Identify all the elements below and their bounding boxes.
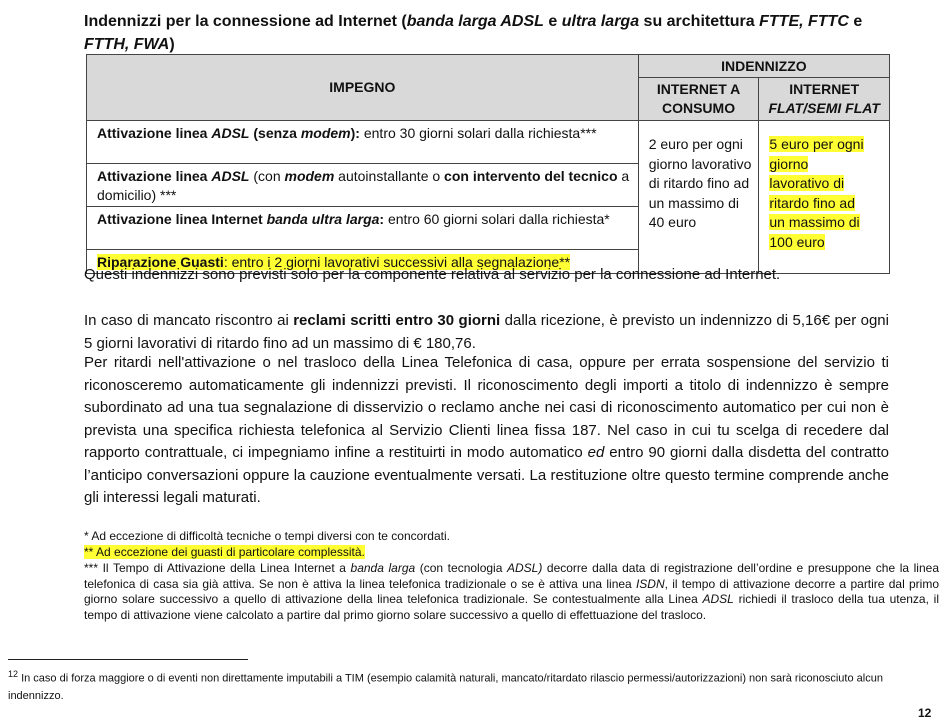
page-number: 12 bbox=[918, 706, 932, 720]
paragraph-ritardi: Per ritardi nell'attivazione o nel trasloco della Linea Telefonica di casa, oppure per errata sospensione del servizio ti riconosceremo automaticamente gli indennizzi previsti. Il riconoscimento degli importi a titolo di indennizzo è sempre subordinato ad una tua segnalazione di disservizio o reclamo anche nei casi di riconoscimento automatico per cui non è prevista una specifica richiesta telefonica al Servizio Clienti linea fissa 187. Nel caso in cui tu scelga di recedere dal rapporto contrattuale, ci impegniamo infine a restituirti in modo automatico ed entro 90 giorni dalla disdetta del contratto l’anticipo conversazioni oppure la cauzione eventualmente versati. La restituzione oltre questo termine comprende anche gli interessi legali maturati. bbox=[84, 354, 889, 506]
note-double-asterisk: ** Ad eccezione dei guasti di particolare complessità. bbox=[84, 545, 365, 559]
footnote: $^{12}$ In caso di forza maggiore o di eventi non direttamente imputabili a TIM (esempio calamità naturali, mancato/ritardato rilascio permessi/autorizzazioni) non sarà riconosciuto alcun indennizzo. bbox=[8, 669, 883, 702]
row-riparazione-guasti: Riparazione Guasti: entro i 2 giorni lavorativi successivi alla segnalazione** bbox=[97, 254, 571, 270]
row-banda-ultra-larga: Attivazione linea Internet banda ultra larga: entro 60 giorni solari dalla richiesta* bbox=[97, 211, 610, 227]
indennizzi-table bbox=[86, 54, 890, 274]
header-impegno: IMPEGNO bbox=[87, 55, 639, 121]
header-internet-flat: INTERNET FLAT/SEMI FLAT bbox=[759, 78, 890, 121]
table-row bbox=[87, 207, 639, 250]
section-title: Indennizzi per la connessione ad Internet (banda larga ADSL e ultra larga su architettura FTTE, FTTC e FTTH, FWA) bbox=[84, 13, 863, 53]
table-row bbox=[87, 121, 639, 164]
row-adsl-con-modem: Attivazione linea ADSL (con modem autoinstallante o con intervento del tecnico a domicilio) *** bbox=[97, 168, 630, 203]
note-triple-asterisk: *** Il Tempo di Attivazione della Linea Internet a banda larga (con tecnologia ADSL) decorre dalla data di registrazione dell’ordine e presuppone che la linea telefonica di casa sia già attiva. Se non è attiva la linea telefonica tradizionale o se è attiva una linea ISDN, il tempo di attivazione decorre a partire dal primo giorno solare successivo a quello di attivazione della linea telefonica tradizionale. Se contestualmente alla Linea ADSL richiedi il trasloco della tua utenza, il tempo di attivazione viene calcolato a partire dal primo giorno solare successivo a quello di effettuazione del trasloco. bbox=[84, 561, 939, 622]
header-indennizzo: INDENNIZZO bbox=[638, 55, 889, 78]
row-adsl-senza-modem: Attivazione linea ADSL (senza modem): entro 30 giorni solari dalla richiesta*** bbox=[97, 125, 597, 141]
value-internet-consumo: 2 euro per ogni giorno lavorativo di ritardo fino ad un massimo di 40 euro bbox=[638, 121, 759, 274]
value-internet-flat: 5 euro per ogni giorno lavorativo di ritardo fino ad un massimo di 100 euro bbox=[759, 121, 890, 274]
paragraph-reclami: In caso di mancato riscontro ai reclami scritti entro 30 giorni dalla ricezione, è previsto un indennizzo di 5,16€ per ogni 5 giorni lavorativi di ritardo fino ad un massimo di € 180,76. bbox=[84, 312, 889, 352]
paragraph-componente: Questi indennizzi sono previsti solo per la componente relativa al servizio per la connessione ad Internet. bbox=[84, 266, 781, 283]
header-internet-consumo: INTERNET A CONSUMO bbox=[638, 78, 759, 121]
table-row bbox=[87, 164, 639, 207]
note-single-asterisk: * Ad eccezione di difficoltà tecniche o tempi diversi con te concordati. bbox=[84, 529, 450, 543]
footnote-separator bbox=[8, 659, 248, 660]
footnote-number: 12 bbox=[8, 669, 19, 679]
